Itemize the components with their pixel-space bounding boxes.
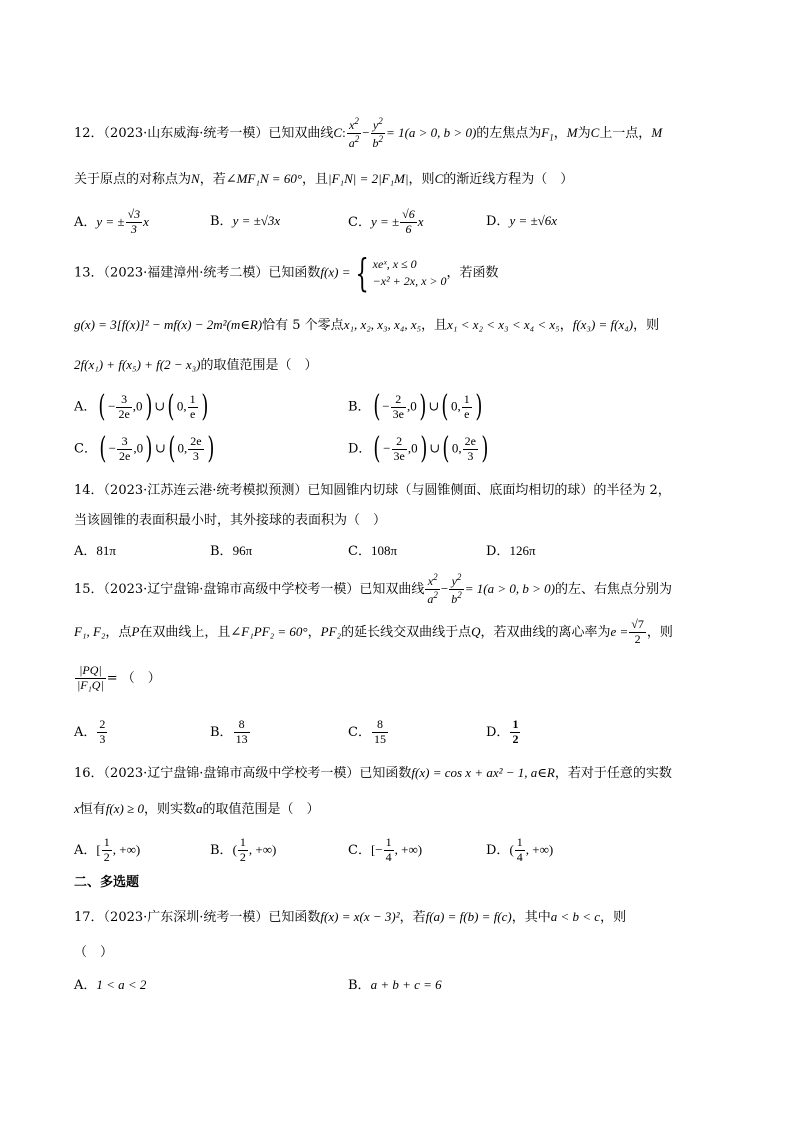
q13-line2-d: ， — [559, 318, 573, 333]
q12-line2 — [74, 172, 573, 186]
q15-stem-b: 的左、右焦点分别为 — [554, 581, 672, 597]
q17-option-a[interactable]: A．1 < a < 2 — [74, 977, 147, 993]
q12-fraction-x: $\frac{x^2}{a^2}$ — [348, 116, 360, 150]
q15-line2 — [74, 618, 673, 647]
q15-angle: ∠F₁PF₂ = 60° — [230, 623, 308, 639]
q16-line2-b: ，则实数 — [143, 802, 196, 817]
q13-option-c[interactable]: C．( − $\frac{3}{2e}$ ,0) ∪( 0, $\frac{2e}{3}$ ) — [74, 431, 214, 466]
q15-line1: 15．（2023·辽宁盘锦·盘锦市高级中学校考一模）已知双曲线 $\frac{x^2}{a^2}$ − $\frac{y^2}{b^2}$ = 1(a > 0, b > 0)的左、右焦点分别为 — [74, 572, 672, 606]
q13-line3 — [74, 358, 318, 372]
q12-option-b[interactable]: B．y = ±√3x — [210, 213, 281, 229]
q15-e: e = — [610, 623, 629, 639]
q14-option-c[interactable]: C．108π — [348, 543, 398, 559]
q13-option-a[interactable]: A．( − $\frac{3}{2e}$ ,0) ∪( 0, $\frac{1}{e}$ ) — [74, 389, 208, 424]
q16-option-b[interactable]: B．( $\frac{1}{2}$ , +∞) — [210, 835, 277, 864]
q16-x: x — [74, 801, 80, 816]
q15-line3-b: = （ ） — [106, 670, 161, 686]
q16-option-c[interactable]: C．[− $\frac{1}{4}$ , +∞) — [348, 835, 423, 864]
q16-stem-a: 16．（2023·辽宁盘锦·盘锦市高级中学校考一模）已知函数 — [74, 766, 412, 781]
q15-Q: Q — [471, 623, 481, 639]
q16-option-d[interactable]: D．( $\frac{1}{4}$ , +∞) — [486, 835, 554, 864]
q15-P: P — [131, 623, 140, 639]
q12-N: N — [191, 171, 200, 186]
q12-point: M — [566, 124, 578, 140]
q12-curve-name: C — [333, 124, 343, 140]
q13-fx: f(x) = — [320, 264, 351, 280]
q13-zeros: x₁, x₂, x₃, x₄, x₅ — [343, 317, 422, 332]
q12-point-2: M — [651, 124, 663, 140]
q12-line2-d: ，则 — [408, 172, 435, 187]
q13-order: x₁ < x₂ < x₃ < x₄ < x₅ — [447, 317, 560, 332]
q15-option-b[interactable]: B． $\frac{8}{13}$ — [210, 717, 248, 746]
q12-option-d[interactable]: D．y = ±√6x — [486, 213, 558, 229]
q15-fraction-y: $\frac{y^2}{b^2}$ — [451, 572, 462, 606]
q12-option-a[interactable]: A．y = ± $\frac{√3}{3}$ x — [74, 207, 149, 236]
q13-line2-e: ，则 — [633, 318, 660, 333]
q16-line2 — [74, 802, 320, 816]
q12-line2-e: 的渐近线方程为（ ） — [443, 172, 574, 187]
q15-e-frac: $\frac{√7}{2}$ — [631, 617, 644, 646]
q17-line2: （ ） — [74, 945, 114, 960]
q13-line2 — [74, 318, 659, 332]
q17-stem-b: ，若 — [399, 910, 426, 925]
q16-option-a[interactable]: A．[ $\frac{1}{2}$ , +∞) — [74, 835, 141, 864]
q15-line2-c: ， — [307, 624, 321, 640]
q15-ratio: $\frac{|PQ|}{\text{|F₁Q|}}$ — [77, 663, 104, 692]
q12-curve-name-3: C — [434, 171, 444, 186]
q15-line2-a: ，点 — [105, 624, 132, 640]
q13-stem-a: 13．（2023·福建漳州·统考二模）已知函数 — [74, 265, 321, 281]
q15-option-c[interactable]: C． $\frac{8}{15}$ — [348, 717, 386, 746]
section-heading: 二、多选题 — [74, 875, 140, 890]
q16-ineq: f(x) ≥ 0 — [105, 801, 144, 816]
q13-g: g(x) = 3[f(x)]² − mf(x) − 2m²(m∈R) — [74, 317, 263, 332]
q13-cases: xeˣ, x ≤ 0 −x² + 2x, x > 0 — [372, 256, 447, 288]
q17-stem-c: ，其中 — [511, 910, 551, 925]
q12-option-c[interactable]: C．y = ± $\frac{√6}{6}$ x — [348, 207, 424, 236]
q14-line1: 14．（2023·江苏连云港·统考模拟预测）已知圆锥内切球（与圆锥侧面、底面均相切的球）的半径为 2， — [74, 483, 671, 498]
q15-line3 — [74, 664, 161, 693]
q13-option-b[interactable]: B．( − $\frac{2}{3e}$ ,0) ∪( 0, $\frac{1}{e}$ ) — [348, 389, 483, 424]
q17-line1 — [74, 910, 626, 924]
q12-stem-c: ， — [553, 125, 567, 141]
q13-option-d[interactable]: D．( − $\frac{2}{3e}$ ,0) ∪( 0, $\frac{2e}{3}$ ) — [348, 431, 489, 466]
q13-expr: 2f(x₁) + f(x₅) + f(2 − x₃) — [74, 357, 201, 372]
q13-line1: 13．（2023·福建漳州·统考二模）已知函数f(x) = { xeˣ, x ≤ 0 −x² + 2x, x > 0 ，若函数 — [74, 251, 499, 295]
q12-line1: 12．（2023·山东威海·统考一模）已知双曲线C: $\frac{x^2}{a^2}$ − $\frac{y^2}{b^2}$ = 1(a > 0, b > 0)的左焦点为$F_1$，M为C上一点，M — [74, 116, 663, 150]
q15-line2-d: 的延长线交双曲线于点 — [341, 624, 472, 640]
q12-angle: ∠MF₁N = 60° — [225, 171, 303, 186]
q12-stem-d: 为 — [577, 125, 591, 141]
q16-stem-b: ，若对于任意的实数 — [554, 766, 672, 781]
q12-line2-b: ，若 — [199, 172, 226, 187]
q13-eq34: f(x₃) = f(x₄) — [572, 317, 634, 332]
q17-order: a < b < c — [550, 909, 601, 924]
q16-line2-c: 的取值范围是（ ） — [202, 802, 320, 817]
q17-eq: f(a) = f(b) = f(c) — [425, 909, 512, 924]
q16-line1 — [74, 766, 672, 780]
q12-focus: $F_1$ — [541, 124, 554, 143]
q16-fx: f(x) = cos x + ax² − 1, a∈R — [411, 765, 555, 780]
q14-line2: 当该圆锥的表面积最小时，其外接球的表面积为（ ） — [74, 513, 387, 528]
q17-stem-d: ，则 — [600, 910, 627, 925]
q15-foci: F₁, F₂ — [74, 623, 106, 639]
q16-a: a — [196, 801, 203, 816]
q12-line2-a: 关于原点的对称点为 — [74, 172, 192, 187]
q13-line3-b: 的取值范围是（ ） — [200, 358, 318, 373]
q15-stem-a: 15．（2023·辽宁盘锦·盘锦市高级中学校考一模）已知双曲线 — [74, 581, 425, 597]
q15-line2-b: 在双曲线上，且 — [139, 624, 231, 640]
q15-fraction-x: $\frac{x^2}{a^2}$ — [427, 572, 438, 606]
q15-option-d[interactable]: D． $\frac{1}{2}$ — [486, 717, 519, 746]
q17-option-b[interactable]: B．a + b + c = 6 — [348, 977, 442, 993]
q12-line2-c: ，且 — [302, 172, 329, 187]
q12-abs-rel: |F₁N| = 2|F₁M| — [328, 171, 409, 186]
q14-option-d[interactable]: D．126π — [486, 543, 536, 559]
q13-stem-b: ，若函数 — [446, 265, 499, 281]
q16-line2-a: 恒有 — [79, 802, 106, 817]
q12-cond: = 1(a > 0, b > 0) — [386, 124, 477, 140]
q12-stem-b: 的左焦点为 — [476, 125, 542, 141]
q12-stem-a: 12．（2023·山东威海·统考一模）已知双曲线 — [74, 125, 334, 141]
q15-cond: = 1(a > 0, b > 0) — [464, 580, 555, 596]
q15-line2-e: ，若双曲线的离心率为 — [480, 624, 611, 640]
q15-line2-f: ，则 — [646, 624, 673, 640]
q12-fraction-y: $\frac{y^2}{b^2}$ — [372, 116, 384, 150]
q14-option-b[interactable]: B．96π — [210, 543, 253, 559]
q12-stem-e: 上一点， — [599, 125, 652, 141]
q13-line2-b: 恰有 5 个零点 — [262, 318, 344, 333]
q17-fx: f(x) = x(x − 3)² — [320, 909, 400, 924]
q17-stem-a: 17．（2023·广东深圳·统考一模）已知函数 — [74, 910, 321, 925]
q12-curve-name-2: C — [590, 124, 600, 140]
q14-option-a[interactable]: A．81π — [74, 543, 116, 559]
q15-option-a[interactable]: A． $\frac{2}{3}$ — [74, 717, 106, 746]
q15-PF2: PF₂ — [320, 623, 342, 639]
q13-line2-c: ，且 — [421, 318, 448, 333]
